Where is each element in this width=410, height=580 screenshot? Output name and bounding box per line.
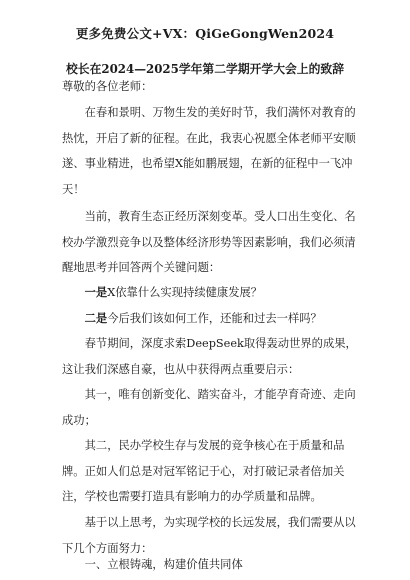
salutation: 尊敬的各位老师： [62,80,153,93]
paragraph-context: 当前，教育生态正经历深刻变革。受人口出生变化、名校办学激烈竞争以及整体经济形势等因素影响，我们必须清醒地思考并回答两个关键问题： [62,210,356,274]
question-two [62,306,362,332]
watermark-header: 更多免费公文+VX：QiGeGongWen2024 [75,26,335,41]
paragraph-insight-one: 其一，唯有创新变化、踏实奋斗，才能孕育奇迹、走向成功； [62,388,356,427]
question-one [62,280,362,306]
question-two-label: 二是 [84,311,108,325]
paragraph-opening: 在春和景明、万物生发的美好时节，我们满怀对教育的热忱，开启了新的征程。在此，我衷心祝愿全体老师平安顺遂、事业精进，也希望X能如鹏展翅，在新的征程中一飞冲天！ [62,106,356,196]
question-one-label: 一是 [84,285,108,299]
paragraph-efforts: 基于以上思考，为实现学校的长远发展，我们需要从以下几个方面努力： [62,516,356,555]
document-title: 校长在2024—2025学年第二学期开学大会上的致辞 [65,62,344,76]
paragraph-deepseek: 春节期间，深度求索DeepSeek取得轰动世界的成果，这让我们深感自豪，也从中获得两点重要启示： [62,337,357,376]
paragraph-insight-two: 其二，民办学校生存与发展的竞争核心在于质量和品牌。正如人们总是对冠军铭记于心，对打破记录者倍加关注，学校也需要打造具有影响力的办学质量和品牌。 [62,439,345,503]
section-heading-one: 一、立根铸魂，构建价值共同体 [84,558,243,571]
question-two-text: 今后我们该如何工作，还能和过去一样吗？ [107,312,322,325]
question-one-text: X依靠什么实现持续健康发展？ [107,286,263,299]
